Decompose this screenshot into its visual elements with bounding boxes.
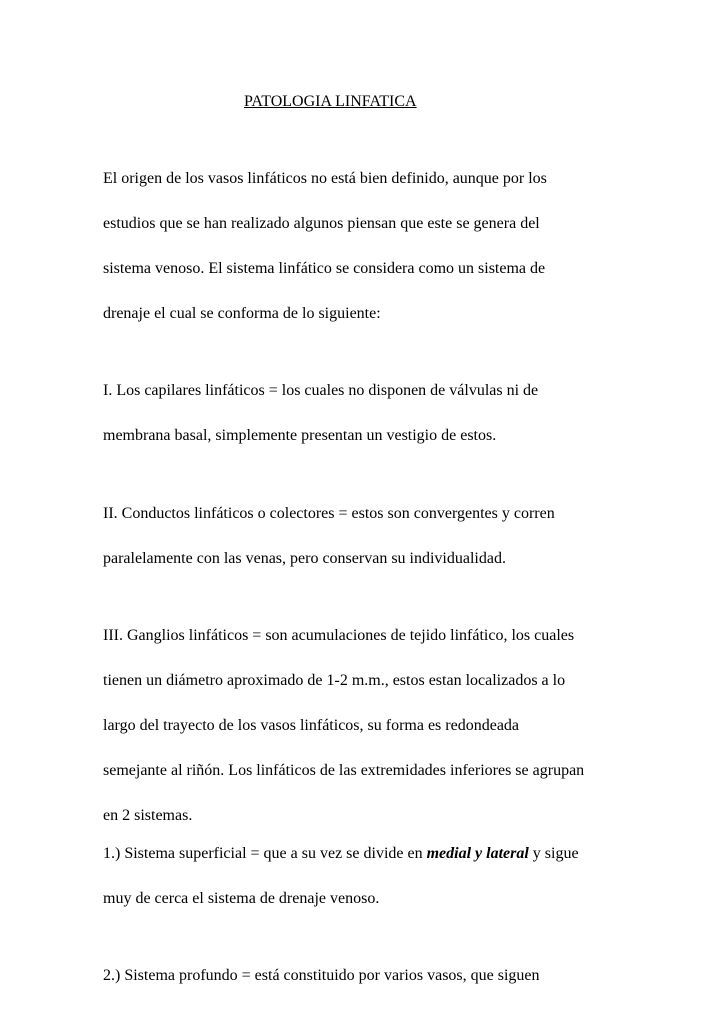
sub1-text-after: y sigue [528, 845, 579, 862]
intro-line-1: El origen de los vasos linfáticos no está bien definido, aunque por los [103, 170, 547, 187]
intro-line-3: sistema venoso. El sistema linfático se considera como un sistema de [103, 260, 546, 277]
item3-line-5: en 2 sistemas. [103, 807, 193, 824]
intro-line-4: drenaje el cual se conforma de lo siguiente: [103, 305, 381, 322]
sub2-line-1: 2.) Sistema profundo = está constituido por varios vasos, que siguen [103, 967, 540, 984]
sub1-line-2: muy de cerca el sistema de drenaje venoso. [103, 890, 380, 907]
document-title: PATOLOGIA LINFATICA [244, 93, 417, 110]
item3-line-2: tienen un diámetro aproximado de 1-2 m.m., estos estan localizados a lo [103, 672, 566, 689]
item1-line-1: I. Los capilares linfáticos = los cuales no disponen de válvulas ni de [103, 382, 539, 399]
sub1-line-1 [103, 844, 579, 864]
sub1-text-before: 1.) Sistema superficial = que a su vez se divide en [103, 845, 427, 862]
sub1-emphasis: medial y lateral [426, 845, 529, 862]
item3-line-1: III. Ganglios linfáticos = son acumulaciones de tejido linfático, los cuales [103, 627, 575, 644]
intro-line-2: estudios que se han realizado algunos piensan que este se genera del [103, 215, 540, 232]
item2-line-2: paralelamente con las venas, pero conservan su individualidad. [103, 550, 506, 567]
item2-line-1: II. Conductos linfáticos o colectores = estos son convergentes y corren [103, 505, 555, 522]
item3-line-3: largo del trayecto de los vasos linfáticos, su forma es redondeada [103, 717, 520, 734]
item3-line-4: semejante al riñón. Los linfáticos de las extremidades inferiores se agrupan [103, 762, 585, 779]
item1-line-2: membrana basal, simplemente presentan un vestigio de estos. [103, 427, 497, 444]
